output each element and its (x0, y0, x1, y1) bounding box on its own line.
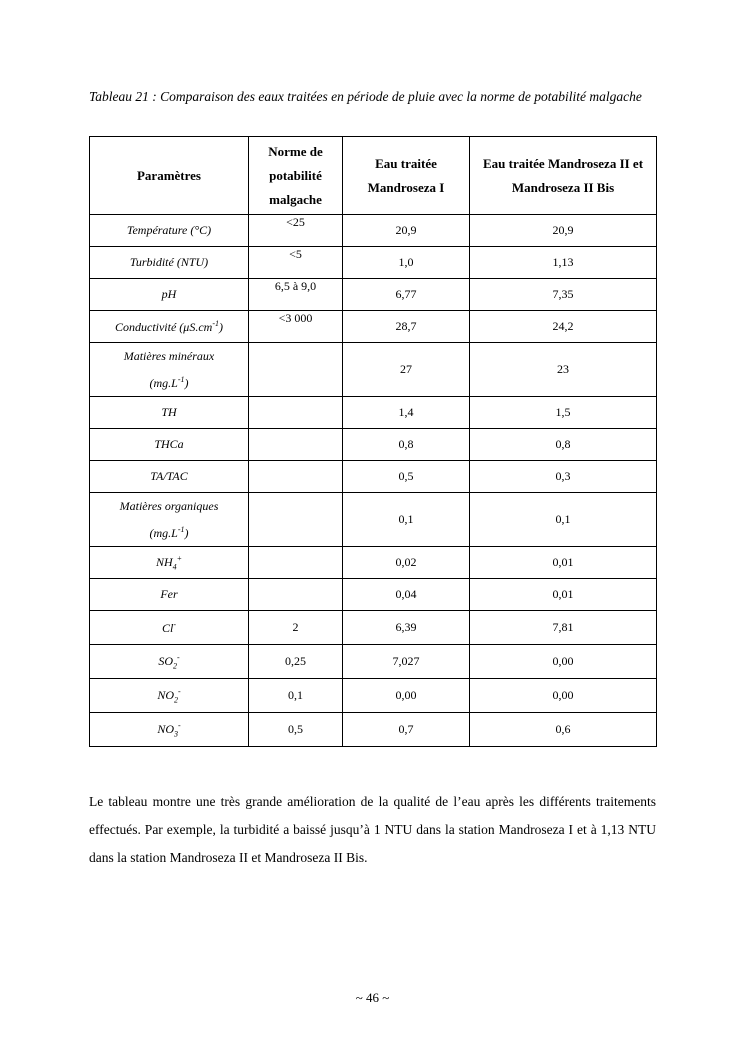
table-row (90, 611, 657, 645)
param-name: Matières organiques (119, 499, 219, 513)
norme-cell: 2 (249, 611, 343, 645)
norme-cell: 6,5 à 9,0 (249, 279, 343, 311)
param-name: THCa (154, 437, 184, 451)
table-row (90, 279, 657, 311)
param-subscript: 3 (174, 729, 178, 739)
param-name: Température (°C) (126, 223, 212, 237)
norme-cell: <3 000 (249, 311, 343, 343)
eau1-cell: 7,027 (343, 645, 470, 679)
param-name: NH (155, 554, 173, 569)
param-cell (90, 461, 249, 493)
eau1-cell: 0,00 (343, 679, 470, 713)
eau1-cell: 0,02 (343, 547, 470, 579)
eau1-cell: 0,5 (343, 461, 470, 493)
comparison-table (89, 136, 657, 747)
param-unit: (mg.L (149, 376, 178, 390)
eau2-cell: 0,01 (470, 579, 657, 611)
eau1-cell: 1,4 (343, 397, 470, 429)
param-name: pH (161, 287, 177, 301)
param-superscript: -1 (177, 375, 185, 384)
table-row (90, 579, 657, 611)
table-header-row (90, 137, 657, 215)
table-row (90, 397, 657, 429)
param-subscript: 4 (172, 562, 177, 572)
eau2-cell: 0,00 (470, 679, 657, 713)
eau1-cell: 28,7 (343, 311, 470, 343)
param-name: Conductivité (μS.cm (114, 319, 213, 334)
eau2-cell: 7,35 (470, 279, 657, 311)
norme-cell (249, 397, 343, 429)
page-number: ~ 46 ~ (355, 990, 390, 1005)
table-row (90, 215, 657, 247)
param-superscript: + (176, 553, 183, 563)
norme-cell: 0,1 (249, 679, 343, 713)
param-subscript: 2 (174, 695, 178, 705)
eau2-cell: 0,8 (470, 429, 657, 461)
table-row (90, 429, 657, 461)
param-subscript: 2 (173, 661, 177, 671)
param-superscript: - (178, 720, 181, 730)
param-cell (90, 679, 249, 713)
eau2-cell: 7,81 (470, 611, 657, 645)
param-name: Fer (160, 587, 178, 601)
table-row (90, 645, 657, 679)
table-row (90, 493, 657, 547)
param-suffix: ) (184, 376, 189, 390)
param-cell (90, 247, 249, 279)
eau1-cell: 0,7 (343, 713, 470, 747)
table-row (90, 679, 657, 713)
param-cell (90, 311, 249, 343)
table-row (90, 247, 657, 279)
param-cell (90, 429, 249, 461)
eau2-cell: 0,1 (470, 493, 657, 547)
eau1-cell: 0,1 (343, 493, 470, 547)
param-cell (90, 713, 249, 747)
table-row (90, 311, 657, 343)
table-row (90, 343, 657, 397)
param-name: SO (158, 653, 173, 668)
param-cell (90, 215, 249, 247)
param-superscript: -1 (212, 318, 219, 328)
norme-cell (249, 429, 343, 461)
eau1-cell: 0,04 (343, 579, 470, 611)
eau1-cell: 0,8 (343, 429, 470, 461)
eau2-cell: 24,2 (470, 311, 657, 343)
param-name: Cl (161, 620, 174, 635)
param-name: Turbidité (NTU) (129, 255, 209, 269)
param-unit: (mg.L (149, 526, 178, 540)
table-caption: Tableau 21 : Comparaison des eaux traitées en période de pluie avec la norme de potabilité malgache (89, 89, 642, 104)
eau1-cell: 20,9 (343, 215, 470, 247)
param-cell (90, 579, 249, 611)
table-row (90, 461, 657, 493)
param-suffix: ) (219, 319, 223, 334)
header-eau2: Eau traitée Mandroseza II et Mandroseza II Bis (470, 137, 657, 215)
param-suffix: ) (184, 526, 189, 540)
param-superscript: -1 (177, 525, 185, 534)
eau2-cell: 0,6 (470, 713, 657, 747)
eau1-cell: 6,77 (343, 279, 470, 311)
eau2-cell: 0,01 (470, 547, 657, 579)
param-cell (90, 611, 249, 645)
table-row (90, 713, 657, 747)
eau2-cell: 0,3 (470, 461, 657, 493)
eau1-cell: 6,39 (343, 611, 470, 645)
eau2-cell: 23 (470, 343, 657, 397)
norme-cell (249, 343, 343, 397)
param-superscript: - (177, 652, 180, 662)
norme-cell: 0,5 (249, 713, 343, 747)
eau2-cell: 1,13 (470, 247, 657, 279)
table-row (90, 547, 657, 579)
param-cell (90, 547, 249, 579)
param-name: NO (157, 721, 174, 736)
param-cell (90, 343, 249, 397)
header-norme: Norme de potabilité malgache (249, 137, 343, 215)
table-body (90, 215, 657, 747)
norme-cell (249, 579, 343, 611)
norme-cell: 0,25 (249, 645, 343, 679)
header-eau1: Eau traitée Mandroseza I (343, 137, 470, 215)
norme-cell: <5 (249, 247, 343, 279)
param-cell (90, 493, 249, 547)
param-name: TH (161, 405, 177, 419)
param-superscript: - (173, 619, 176, 629)
param-name: TA/TAC (150, 469, 188, 483)
norme-cell (249, 493, 343, 547)
eau2-cell: 20,9 (470, 215, 657, 247)
param-cell (90, 645, 249, 679)
header-param: Paramètres (90, 137, 249, 215)
eau1-cell: 1,0 (343, 247, 470, 279)
eau2-cell: 1,5 (470, 397, 657, 429)
param-name: Matières minéraux (123, 349, 215, 363)
param-cell (90, 397, 249, 429)
eau1-cell: 27 (343, 343, 470, 397)
norme-cell: <25 (249, 215, 343, 247)
param-superscript: - (178, 686, 181, 696)
param-cell (90, 279, 249, 311)
body-paragraph: Le tableau montre une très grande amélioration de la qualité de l’eau après les différents traitements effectués. Par exemple, la turbidité a baissé jusqu’à 1 NTU dans la station Mandroseza I et à 1,13 NTU dans la station Mandroseza II et Mandroseza II Bis. (89, 794, 656, 865)
eau2-cell: 0,00 (470, 645, 657, 679)
norme-cell (249, 547, 343, 579)
norme-cell (249, 461, 343, 493)
param-name: NO (157, 687, 174, 702)
